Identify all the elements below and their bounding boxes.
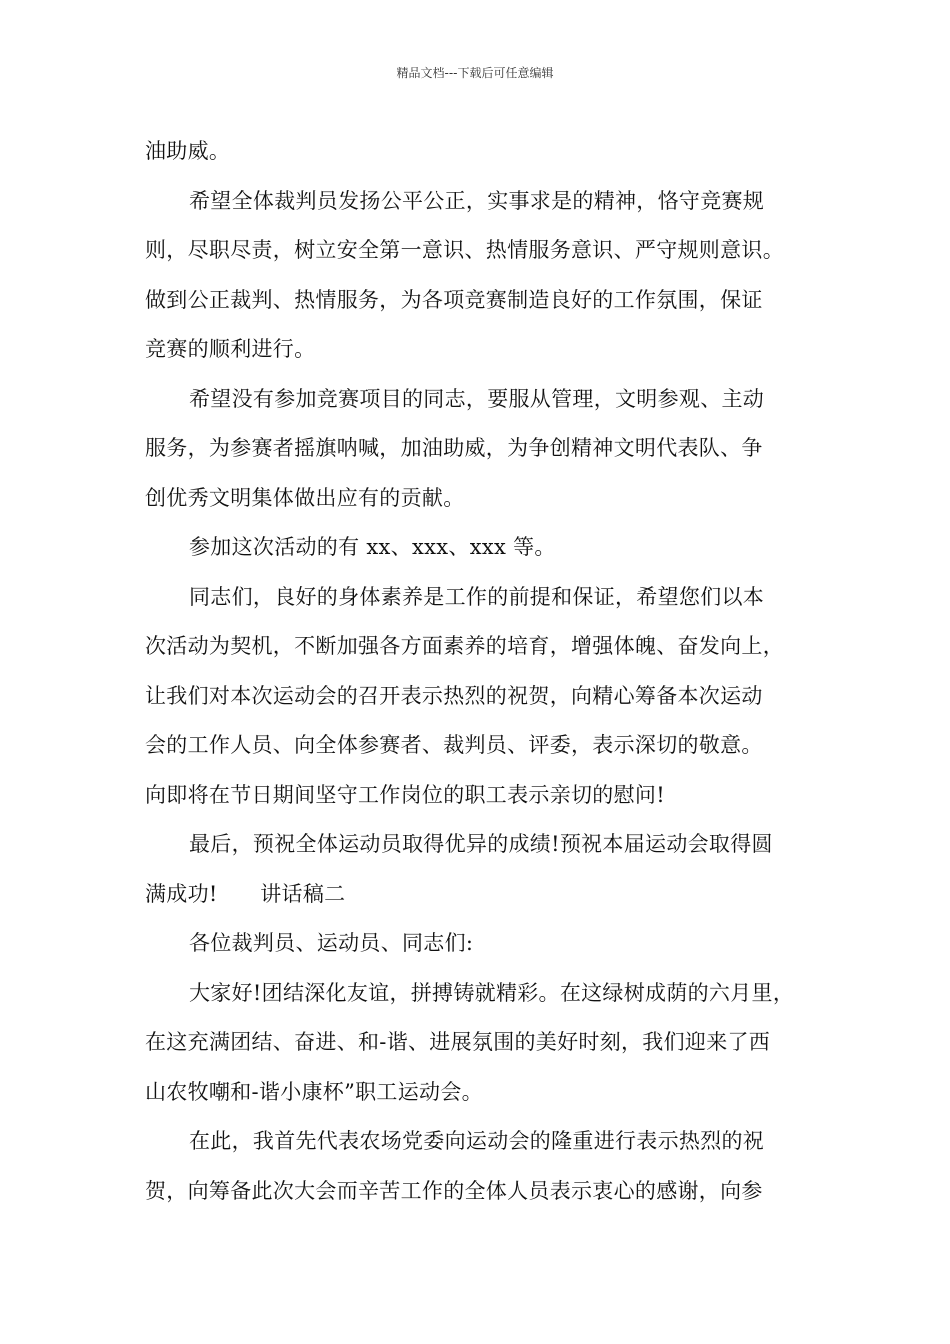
text-line: 让我们对本次运动会的召开表示热烈的祝贺，向精心筹备本次运动: [145, 683, 763, 708]
page-header: 精品文档---下载后可任意编辑: [396, 66, 554, 80]
text-line: 同志们，良好的身体素养是工作的前提和保证，希望您们以本: [189, 584, 765, 609]
text-line: 满成功! 讲话稿二: [145, 881, 346, 906]
text-line: 山农牧嘲和-谐小康杯”职工运动会。: [145, 1079, 483, 1104]
text-line: 大家好!团结深化友谊，拼搏铸就精彩。在这绿树成荫的六月里，: [189, 980, 795, 1005]
text-line: 最后，预祝全体运动员取得优异的成绩!预祝本届运动会取得圆: [189, 832, 773, 856]
document-body: [145, 127, 825, 1216]
text-line: 贺，向筹备此次大会而辛苦工作的全体人员表示衷心的感谢，向参: [145, 1178, 763, 1203]
text-line: 希望没有参加竞赛项目的同志，要服从管理，文明参观、主动: [189, 386, 765, 411]
text-line: 做到公正裁判、热情服务，为各项竞赛制造良好的工作氛围，保证: [145, 287, 763, 312]
text-line: 创优秀文明集体做出应有的贡献。: [145, 485, 465, 510]
text-line: 希望全体裁判员发扬公平公正，实事求是的精神，恪守竞赛规: [189, 188, 765, 213]
text-line: 油助威。: [145, 139, 231, 163]
text-line: 次活动为契机，不断加强各方面素养的培育，增强体魄、奋发向上，: [145, 634, 784, 658]
text-line: 会的工作人员、向全体参赛者、裁判员、评委，表示深切的敬意。: [145, 733, 763, 757]
text-line: 在此，我首先代表农场党委向运动会的隆重进行表示热烈的祝: [189, 1129, 765, 1153]
text-line: 服务，为参赛者摇旗呐喊，加油助威，为争创精神文明代表队、争: [145, 436, 763, 460]
text-line: 向即将在节日期间坚守工作岗位的职工表示亲切的慰问!: [145, 782, 665, 807]
text-line: 在这充满团结、奋进、和-谐、进展氛围的美好时刻，我们迎来了西: [145, 1030, 771, 1054]
text-line: 则，尽职尽责，树立安全第一意识、热情服务意识、严守规则意识。: [145, 238, 784, 262]
text-line: 各位裁判员、运动员、同志们:: [189, 931, 474, 955]
text-line: 参加这次活动的有 xx、xxx、xxx 等。: [189, 535, 556, 559]
text-line: 竞赛的顺利进行。: [145, 337, 316, 361]
